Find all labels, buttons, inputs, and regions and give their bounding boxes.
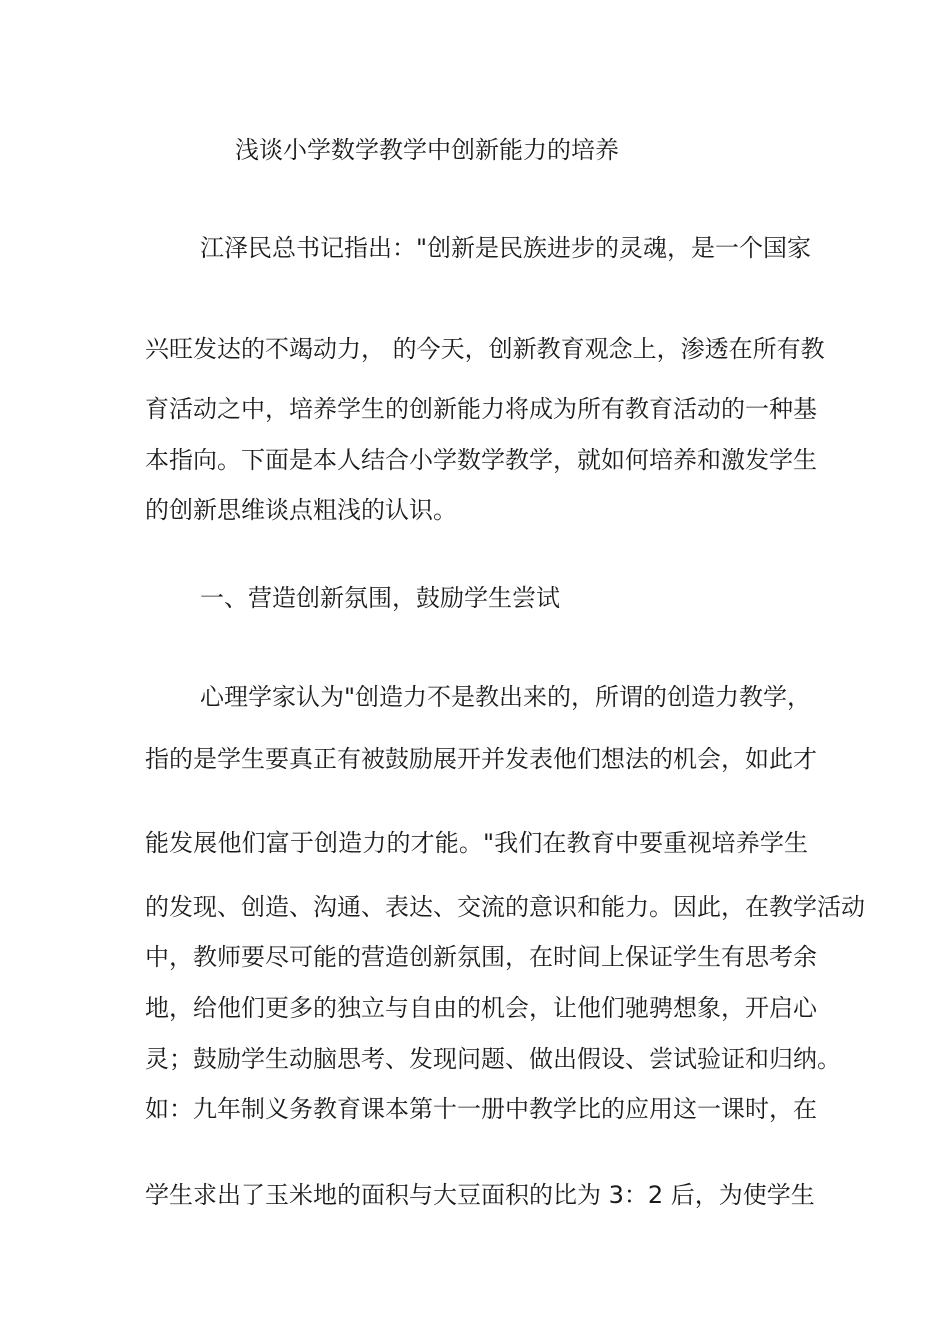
paragraph-line: 本指向。下面是本人结合小学数学教学，就如何培养和激发学生: [145, 446, 817, 474]
document-title: 浅谈小学数学教学中创新能力的培养: [235, 136, 619, 164]
paragraph-line: 的发现、创造、沟通、表达、交流的意识和能力。因此，在教学活动: [145, 893, 865, 921]
paragraph-line: 能发展他们富于创造力的才能。"我们在教育中要重视培养学生: [145, 829, 808, 857]
paragraph-line: 江泽民总书记指出："创新是民族进步的灵魂，是一个国家: [200, 234, 812, 262]
paragraph-line: 如：九年制义务教育课本第十一册中教学比的应用这一课时，在: [145, 1095, 817, 1123]
paragraph-line: 学生求出了玉米地的面积与大豆面积的比为 3：2 后，为使学生: [145, 1181, 815, 1209]
paragraph-line: 育活动之中，培养学生的创新能力将成为所有教育活动的一种基: [145, 395, 817, 423]
paragraph-line: 中，教师要尽可能的营造创新氛围，在时间上保证学生有思考余: [145, 943, 817, 971]
paragraph-line: 地，给他们更多的独立与自由的机会，让他们驰骋想象，开启心: [145, 994, 817, 1022]
paragraph-line: 心理学家认为"创造力不是教出来的，所谓的创造力教学，: [200, 683, 812, 711]
paragraph-line: 的创新思维谈点粗浅的认识。: [145, 496, 457, 524]
section-heading: 一、营造创新氛围，鼓励学生尝试: [200, 584, 560, 612]
paragraph-line: 指的是学生要真正有被鼓励展开并发表他们想法的机会，如此才: [145, 745, 817, 773]
paragraph-line: 兴旺发达的不竭动力， 的今天，创新教育观念上，渗透在所有教: [145, 335, 825, 363]
paragraph-line: 灵；鼓励学生动脑思考、发现问题、做出假设、尝试验证和归纳。: [145, 1045, 841, 1073]
